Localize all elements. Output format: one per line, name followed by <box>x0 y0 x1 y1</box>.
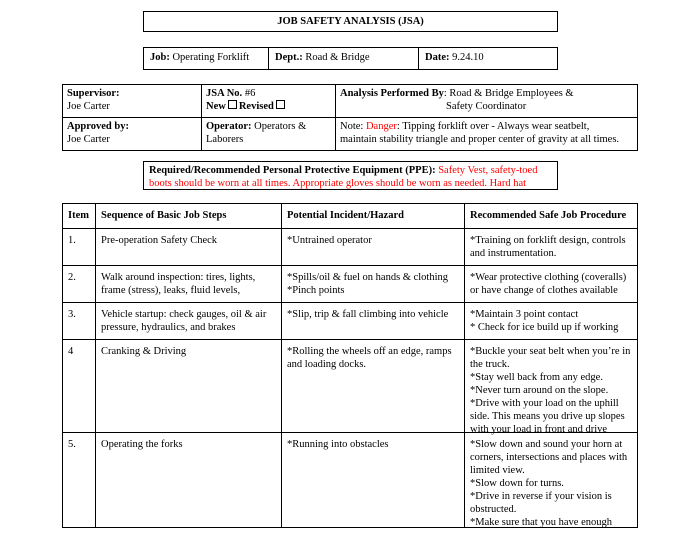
dept-cell <box>269 48 419 69</box>
revised-checkbox[interactable] <box>276 100 285 109</box>
header-hazard: Potential Incident/Hazard <box>282 204 465 229</box>
row-4-item: 4 <box>63 340 96 433</box>
ppe-value-line1: Safety Vest, safety-toed <box>438 165 538 176</box>
date-value: 9.24.10 <box>452 52 484 63</box>
row-3-hazard: *Slip, trip & fall climbing into vehicle <box>282 303 465 340</box>
header-procedure: Recommended Safe Job Procedure <box>465 204 638 229</box>
jsa-no-label: JSA No. <box>206 88 243 99</box>
job-cell <box>144 48 269 69</box>
analysis-cell <box>336 85 638 118</box>
operator-label: Operator: <box>206 121 252 132</box>
dept-label: Dept.: <box>275 52 303 63</box>
date-cell <box>419 48 557 69</box>
row-1-procedure: *Training on forklift design, controls and instrumentation. <box>465 229 638 266</box>
supervisor-table <box>62 84 638 151</box>
table-row <box>63 340 638 433</box>
row-4-procedure: *Buckle your seat belt when you’re in the truck. *Stay well back from any edge. *Never turn around on the slope. *Drive with your load on the uphill side. This means you drive up slopes with your load in front and drive <box>465 340 638 433</box>
jsa-no-value: #6 <box>244 88 256 99</box>
analysis-label: Analysis Performed By <box>340 88 444 99</box>
new-label: New <box>206 101 226 112</box>
note-cell <box>336 118 638 151</box>
note-text-line1: : Tipping forklift over - Always wear seatbelt, <box>396 121 590 132</box>
row-5-step: Operating the forks <box>96 433 282 528</box>
danger-label: Danger <box>365 121 397 132</box>
row-5-item: 5. <box>63 433 96 528</box>
revised-label: Revised <box>238 101 274 112</box>
row-1-item: 1. <box>63 229 96 266</box>
row-2-hazard: *Spills/oil & fuel on hands & clothing *Pinch points <box>282 266 465 303</box>
analysis-value-line1: : Road & Bridge Employees & <box>443 88 574 99</box>
supervisor-cell <box>63 85 202 118</box>
operator-value-line2: Laborers <box>206 134 244 145</box>
table-row <box>63 229 638 266</box>
row-1-hazard: *Untrained operator <box>282 229 465 266</box>
header-step: Sequence of Basic Job Steps <box>96 204 282 229</box>
analysis-value-line2: Safety Coordinator <box>446 101 527 112</box>
supervisor-label: Supervisor: <box>67 88 120 99</box>
approved-cell <box>63 118 202 151</box>
row-2-procedure: *Wear protective clothing (coveralls) or have change of clothes available <box>465 266 638 303</box>
row-1-step: Pre-operation Safety Check <box>96 229 282 266</box>
note-text-line2: maintain stability triangle and proper center of gravity at all times. <box>340 134 620 145</box>
operator-cell <box>202 118 336 151</box>
operator-value-line1: Operators & <box>254 121 307 132</box>
row-4-hazard: *Rolling the wheels off an edge, ramps and loading docks. <box>282 340 465 433</box>
row-3-procedure: *Maintain 3 point contact * Check for ice build up if working <box>465 303 638 340</box>
row-5-procedure: *Slow down and sound your horn at corners, intersections and places with limited view. *Slow down for turns. *Drive in reverse if your vision is obstructed. *Make sure that you have enough <box>465 433 638 528</box>
approved-value: Joe Carter <box>67 134 110 145</box>
table-row <box>63 303 638 340</box>
new-checkbox[interactable] <box>228 100 237 109</box>
row-3-item: 3. <box>63 303 96 340</box>
ppe-box <box>143 161 558 190</box>
row-3-step: Vehicle startup: check gauges, oil & air pressure, hydraulics, and brakes <box>96 303 282 340</box>
ppe-value-line2: boots should be worn at all times. Appropriate gloves should be worn as needed. Hard hat <box>149 178 527 189</box>
job-steps-table-continued <box>62 339 638 528</box>
ppe-label: Required/Recommended Personal Protective Equipment (PPE): <box>149 165 436 176</box>
note-prefix: Note: <box>340 121 366 132</box>
approved-label: Approved by: <box>67 121 129 132</box>
row-2-item: 2. <box>63 266 96 303</box>
supervisor-value: Joe Carter <box>67 101 110 112</box>
row-5-hazard: *Running into obstacles <box>282 433 465 528</box>
row-4-step: Cranking & Driving <box>96 340 282 433</box>
jsa-no-cell <box>202 85 336 118</box>
document-title: JOB SAFETY ANALYSIS (JSA) <box>143 11 558 32</box>
dept-value: Road & Bridge <box>305 52 370 63</box>
date-label: Date: <box>425 52 450 63</box>
job-label: Job: <box>150 52 170 63</box>
job-steps-table <box>62 203 638 340</box>
table-row <box>63 266 638 303</box>
table-row <box>63 433 638 528</box>
header-item: Item <box>63 204 96 229</box>
row-2-step: Walk around inspection: tires, lights, frame (stress), leaks, fluid levels, <box>96 266 282 303</box>
job-value: Operating Forklift <box>172 52 250 63</box>
job-info-bar <box>143 47 558 70</box>
